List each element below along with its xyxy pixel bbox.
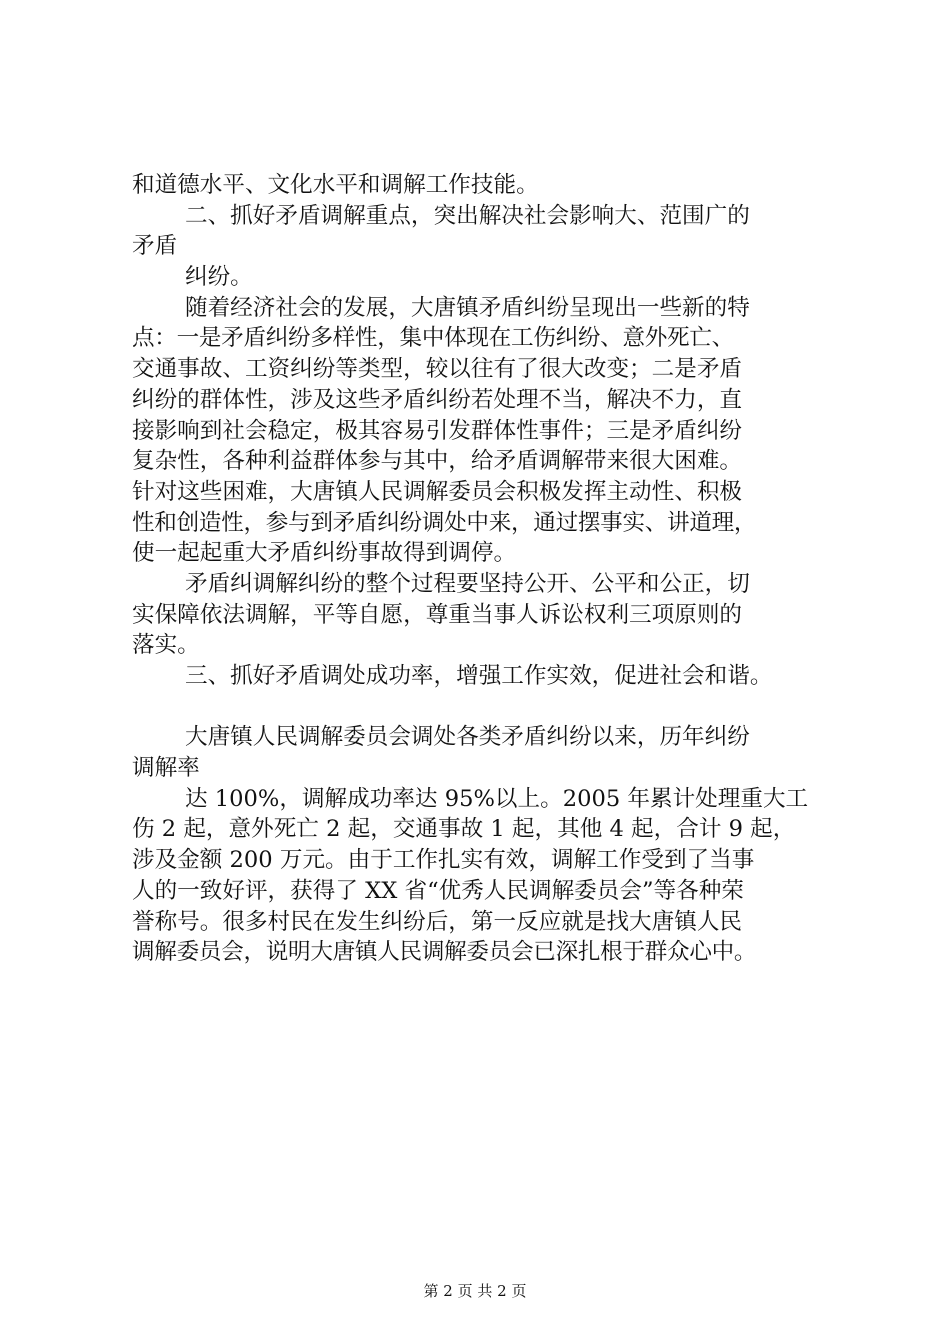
paragraph-line: 针对这些困难，大唐镇人民调解委员会积极发挥主动性、积极 — [132, 478, 743, 505]
paragraph-line: 纠纷的群体性，涉及这些矛盾纠纷若处理不当，解决不力，直 — [132, 386, 743, 413]
paragraph-line: 大唐镇人民调解委员会调处各类矛盾纠纷以来，历年纠纷 — [185, 724, 750, 751]
paragraph-line: 人的一致好评，获得了 XX 省“优秀人民调解委员会”等各种荣 — [132, 877, 744, 904]
paragraph-line: 使一起起重大矛盾纠纷事故得到调停。 — [132, 540, 517, 567]
text-line: 纠纷。 — [185, 264, 253, 291]
page-number-footer: 第 2 页 共 2 页 — [423, 1282, 527, 1300]
text-line: 和道德水平、文化水平和调解工作技能。 — [132, 172, 539, 198]
paragraph-line: 点：一是矛盾纠纷多样性，集中体现在工伤纠纷、意外死亡、 — [132, 325, 734, 352]
paragraph-line: 伤 2 起，意外死亡 2 起，交通事故 1 起，其他 4 起，合计 9 起， — [132, 816, 796, 843]
document-body — [132, 170, 832, 968]
paragraph-line: 随着经济社会的发展，大唐镇矛盾纠纷呈现出一些新的特 — [185, 294, 750, 321]
paragraph-line: 涉及金额 200 万元。由于工作扎实有效，调解工作受到了当事 — [132, 847, 755, 874]
paragraph-line: 誉称号。很多村民在发生纠纷后，第一反应就是找大唐镇人民 — [132, 908, 743, 935]
paragraph-line: 性和创造性，参与到矛盾纠纷调处中来，通过摆事实、讲道理， — [132, 509, 757, 536]
paragraph-line: 调解委员会，说明大唐镇人民调解委员会已深扎根于群众心中。 — [132, 939, 757, 966]
paragraph-line: 矛盾纠调解纠纷的整个过程要坚持公开、公平和公正，切 — [185, 570, 750, 597]
paragraph-line: 交通事故、工资纠纷等类型，较以往有了很大改变；二是矛盾 — [132, 356, 743, 383]
text-line: 矛盾 — [132, 233, 178, 260]
paragraph-line: 接影响到社会稳定，极其容易引发群体性事件；三是矛盾纠纷 — [132, 417, 743, 444]
paragraph-line: 复杂性，各种利益群体参与其中，给矛盾调解带来很大困难。 — [132, 448, 743, 475]
section-heading: 三、抓好矛盾调处成功率，增强工作实效，促进社会和谐。 — [185, 663, 773, 689]
paragraph-line: 实保障依法调解，平等自愿，尊重当事人诉讼权利三项原则的 — [132, 601, 743, 628]
paragraph-line: 达 100%，调解成功率达 95%以上。2005 年累计处理重大工 — [185, 785, 809, 812]
section-heading: 二、抓好矛盾调解重点，突出解决社会影响大、范围广的 — [185, 202, 750, 229]
paragraph-line: 落实。 — [132, 632, 200, 659]
blank-line — [132, 692, 832, 723]
paragraph-line: 调解率 — [132, 755, 200, 782]
